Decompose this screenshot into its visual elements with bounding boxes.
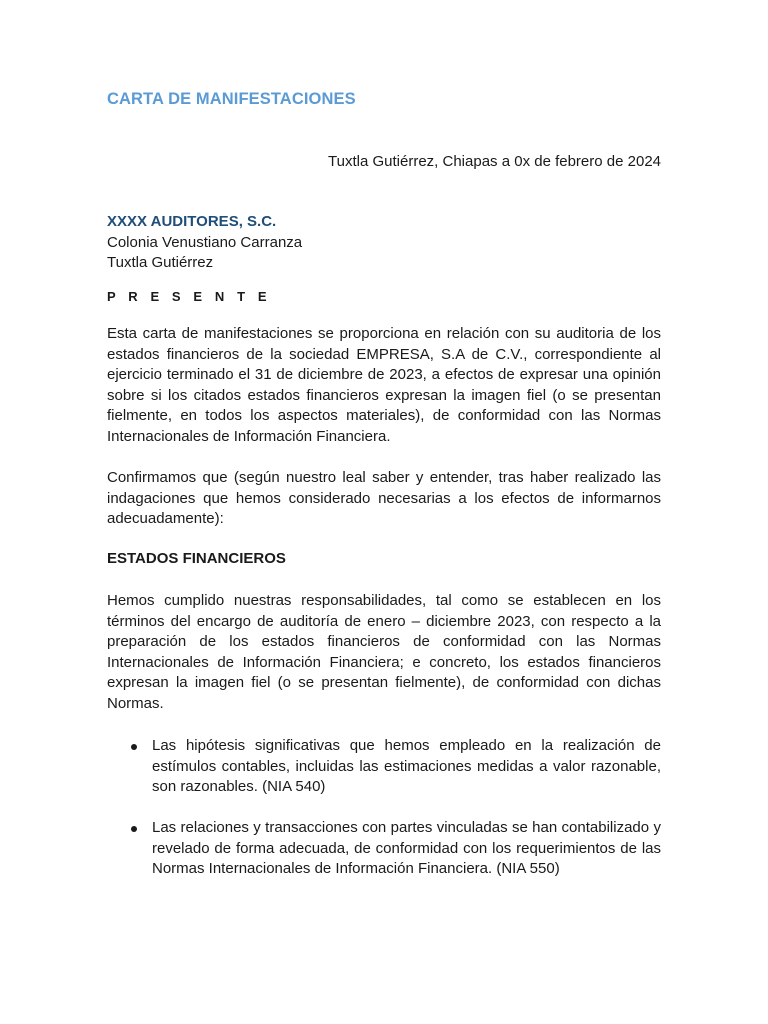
list-item-text: Las relaciones y transacciones con partes vinculadas se han contabilizado y revelado de forma adecuada, de conformidad con los requerimientos de las Normas Internacionales de Información Financiera. (NIA 550) [152, 819, 661, 878]
document-title: CARTA DE MANIFESTACIONES [107, 90, 356, 108]
bullet-list [107, 818, 661, 880]
salutation: P R E S E N T E [107, 289, 272, 304]
paragraph-responsibilities: Hemos cumplido nuestras responsabilidades, tal como se establecen en los términos del encargo de auditoría de enero – diciembre 2023, con respecto a la preparación de los estados financieros de conformidad con las Normas Internacionales de Información Financiera; e concreto, los estados financieros expresan la imagen fiel (o se presentan fielmente), de conformidad con dichas Normas. [107, 592, 661, 712]
list-item-text: Las hipótesis significativas que hemos empleado en la realización de estímulos contables, incluidas las estimaciones medidas a valor razonable, son razonables. (NIA 540) [152, 737, 661, 796]
bullet-icon [131, 744, 137, 750]
bullet-list [107, 736, 661, 798]
section-heading: ESTADOS FINANCIEROS [107, 550, 286, 567]
list-item [107, 736, 661, 798]
recipient-block [107, 212, 661, 274]
paragraph-confirmation: Confirmamos que (según nuestro leal saber y entender, tras haber realizado las indagaciones que hemos considerado necesarias a los efectos de informarnos adecuadamente): [107, 469, 661, 528]
recipient-address-line1: Colonia Venustiano Carranza [107, 233, 303, 251]
recipient-firm: XXXX AUDITORES, S.C. [107, 213, 277, 230]
paragraph-intro: Esta carta de manifestaciones se proporciona en relación con su auditoria de los estados financieros de la sociedad EMPRESA, S.A de C.V., correspondiente al ejercicio terminado el 31 de diciembre de 2023, a efectos de expresar una opinión sobre si los citados estados financieros expresan la imagen fiel (o se presentan fielmente, en todos los aspectos materiales), de conformidad con las Normas Internacionales de Información Financiera. [107, 325, 661, 445]
list-item [107, 818, 661, 880]
recipient-address-line2: Tuxtla Gutiérrez [107, 254, 214, 271]
place-date: Tuxtla Gutiérrez, Chiapas a 0x de febrero de 2024 [328, 153, 661, 170]
bullet-icon [131, 826, 137, 832]
